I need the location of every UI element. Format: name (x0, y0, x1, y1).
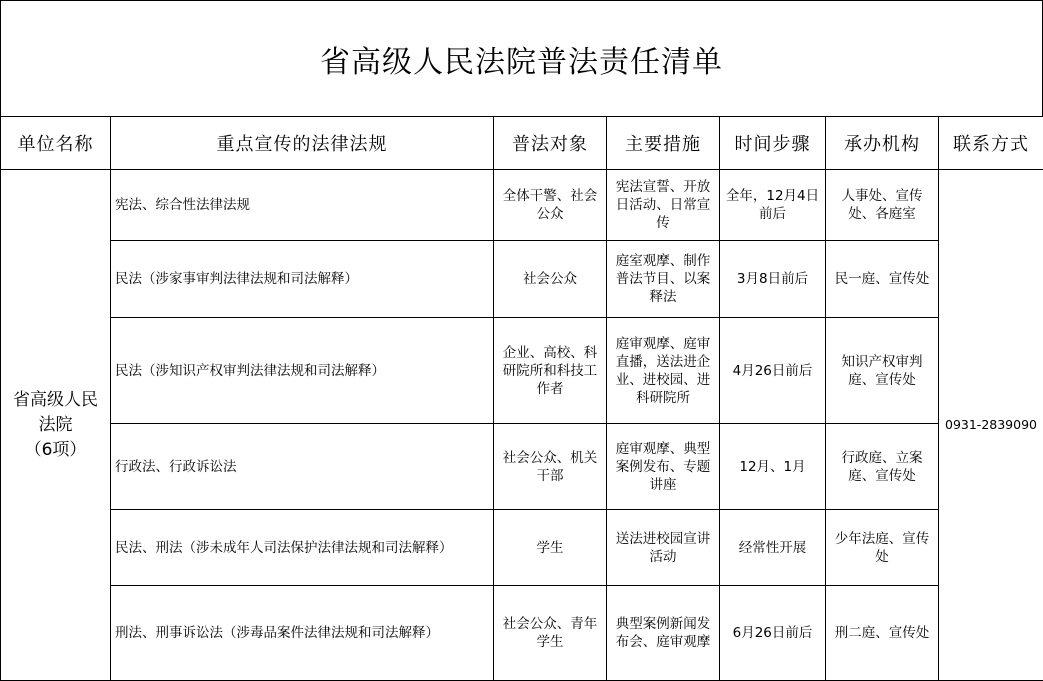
measures-cell: 庭审观摩、庭审直播，送法进企业、进校园、进科研院所 (607, 318, 720, 424)
header-row (1, 117, 1043, 170)
law-cell: 刑法、刑事诉讼法（涉毒品案件法律法规和司法解释） (111, 586, 494, 681)
table-row (1, 170, 1043, 241)
time-cell: 6月26日前后 (720, 586, 826, 681)
header-org: 承办机构 (826, 117, 939, 170)
page-title: 省高级人民法院普法责任清单 (0, 0, 1043, 116)
responsibility-table (0, 116, 1043, 681)
law-cell: 行政法、行政诉讼法 (111, 424, 494, 510)
time-cell: 全年，12月4日前后 (720, 170, 826, 241)
law-cell: 民法（涉知识产权审判法律法规和司法解释） (111, 318, 494, 424)
measures-cell: 庭审观摩、典型案例发布、专题讲座 (607, 424, 720, 510)
target-cell: 全体干警、社会公众 (494, 170, 607, 241)
target-cell: 社会公众、青年学生 (494, 586, 607, 681)
org-cell: 行政庭、立案庭、宣传处 (826, 424, 939, 510)
header-measures: 主要措施 (607, 117, 720, 170)
target-cell: 学生 (494, 510, 607, 586)
measures-cell: 典型案例新闻发布会、庭审观摩 (607, 586, 720, 681)
time-cell: 12月、1月 (720, 424, 826, 510)
org-cell: 人事处、宣传处、各庭室 (826, 170, 939, 241)
header-unit: 单位名称 (1, 117, 111, 170)
time-cell: 经常性开展 (720, 510, 826, 586)
target-cell: 企业、高校、科研院所和科技工作者 (494, 318, 607, 424)
law-cell: 宪法、综合性法律法规 (111, 170, 494, 241)
header-time: 时间步骤 (720, 117, 826, 170)
measures-cell: 宪法宣誓、开放日活动、日常宣传 (607, 170, 720, 241)
table-row (1, 586, 1043, 681)
org-cell: 少年法庭、宣传处 (826, 510, 939, 586)
unit-name-line: 法院 (38, 414, 73, 435)
unit-count: （6项） (24, 439, 87, 460)
measures-cell: 送法进校园宣讲活动 (607, 510, 720, 586)
target-cell: 社会公众、机关干部 (494, 424, 607, 510)
time-cell: 3月8日前后 (720, 241, 826, 318)
org-cell: 刑二庭、宣传处 (826, 586, 939, 681)
time-cell: 4月26日前后 (720, 318, 826, 424)
measures-cell: 庭室观摩、制作普法节目、以案释法 (607, 241, 720, 318)
header-target: 普法对象 (494, 117, 607, 170)
table-row (1, 424, 1043, 510)
org-cell: 知识产权审判庭、宣传处 (826, 318, 939, 424)
table-row (1, 241, 1043, 318)
org-cell: 民一庭、宣传处 (826, 241, 939, 318)
unit-name-cell (1, 170, 111, 681)
header-contact: 联系方式 (939, 117, 1043, 170)
table-row (1, 318, 1043, 424)
law-cell: 民法（涉家事审判法律法规和司法解释） (111, 241, 494, 318)
target-cell: 社会公众 (494, 241, 607, 318)
law-cell: 民法、刑法（涉未成年人司法保护法律法规和司法解释） (111, 510, 494, 586)
contact-cell: 0931-2839090 (939, 170, 1043, 681)
unit-name-line: 省高级人民 (13, 389, 98, 410)
header-law: 重点宣传的法律法规 (111, 117, 494, 170)
table-row (1, 510, 1043, 586)
